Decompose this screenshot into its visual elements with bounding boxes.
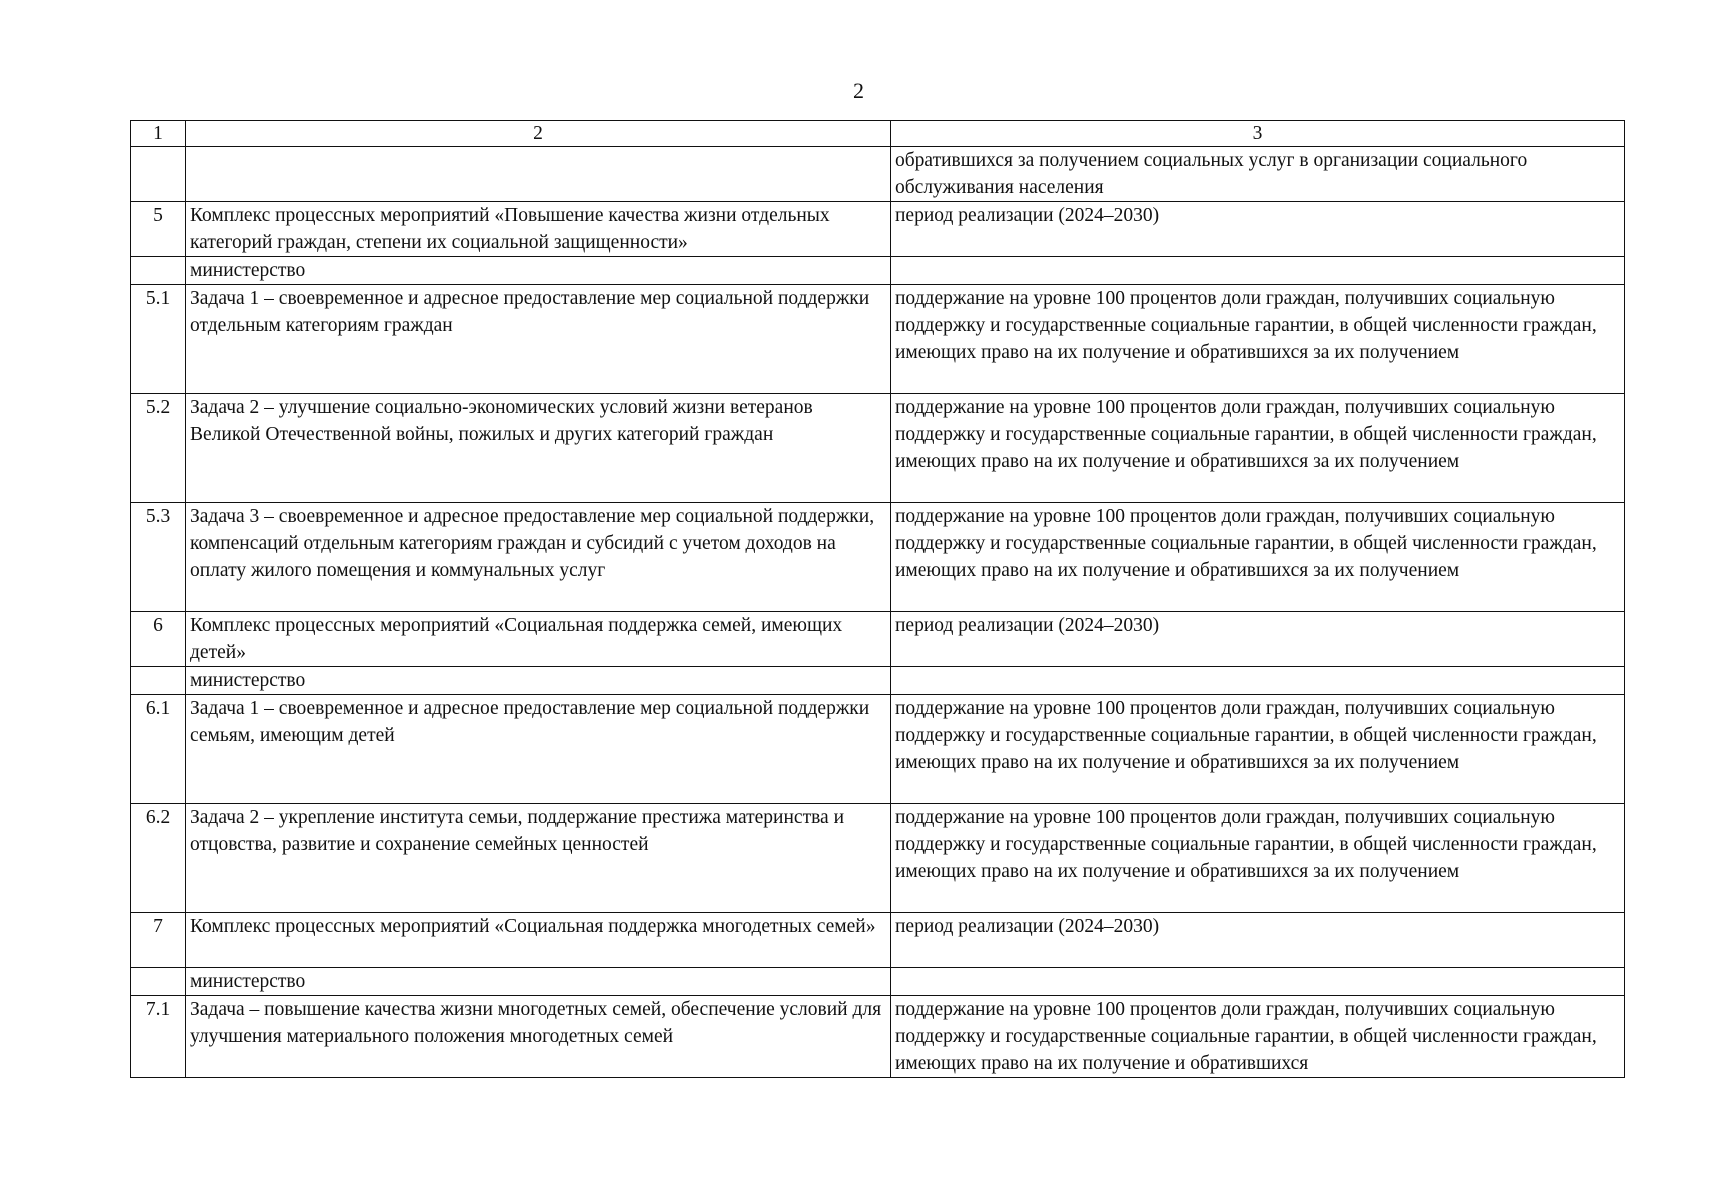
table-row xyxy=(131,667,1625,695)
row-indicator: поддержание на уровне 100 процентов доли граждан, получивших социальную поддержку и государственные социальные гарантии, в общей численности граждан, имеющих право на их получение и обратившихся за их получением xyxy=(891,804,1625,913)
row-indicator: обратившихся за получением социальных услуг в организации социального обслуживания населения xyxy=(891,147,1625,202)
row-description: министерство xyxy=(186,257,891,285)
row-description: Задача 1 – своевременное и адресное предоставление мер социальной поддержки отдельным категориям граждан xyxy=(186,285,891,394)
row-description: Задача 2 – укрепление института семьи, поддержание престижа материнства и отцовства, развитие и сохранение семейных ценностей xyxy=(186,804,891,913)
row-indicator: поддержание на уровне 100 процентов доли граждан, получивших социальную поддержку и государственные социальные гарантии, в общей численности граждан, имеющих право на их получение и обратившихся xyxy=(891,996,1625,1078)
row-indicator: поддержание на уровне 100 процентов доли граждан, получивших социальную поддержку и государственные социальные гарантии, в общей численности граждан, имеющих право на их получение и обратившихся за их получением xyxy=(891,503,1625,612)
header-cell-1: 1 xyxy=(131,121,186,147)
table-row xyxy=(131,394,1625,503)
row-number: 6.2 xyxy=(131,804,186,913)
row-indicator xyxy=(891,257,1625,285)
row-indicator: поддержание на уровне 100 процентов доли граждан, получивших социальную поддержку и государственные социальные гарантии, в общей численности граждан, имеющих право на их получение и обратившихся за их получением xyxy=(891,285,1625,394)
row-number: 6.1 xyxy=(131,695,186,804)
table-row xyxy=(131,147,1625,202)
row-number xyxy=(131,667,186,695)
row-number: 5.2 xyxy=(131,394,186,503)
table-row xyxy=(131,913,1625,968)
row-description: Комплекс процессных мероприятий «Социальная поддержка многодетных семей» xyxy=(186,913,891,968)
row-description: Задача – повышение качества жизни многодетных семей, обеспечение условий для улучшения материального положения многодетных семей xyxy=(186,996,891,1078)
row-number: 7 xyxy=(131,913,186,968)
table-row xyxy=(131,804,1625,913)
row-number: 5 xyxy=(131,202,186,257)
row-description: Задача 3 – своевременное и адресное предоставление мер социальной поддержки, компенсаций отдельным категориям граждан и субсидий с учетом доходов на оплату жилого помещения и коммунальных услуг xyxy=(186,503,891,612)
row-indicator: поддержание на уровне 100 процентов доли граждан, получивших социальную поддержку и государственные социальные гарантии, в общей численности граждан, имеющих право на их получение и обратившихся за их получением xyxy=(891,394,1625,503)
row-number: 5.3 xyxy=(131,503,186,612)
row-indicator xyxy=(891,667,1625,695)
row-description xyxy=(186,147,891,202)
row-number: 5.1 xyxy=(131,285,186,394)
header-cell-2: 2 xyxy=(186,121,891,147)
document-table xyxy=(130,120,1625,1078)
row-number xyxy=(131,257,186,285)
table-row xyxy=(131,202,1625,257)
table-header-row xyxy=(131,121,1625,147)
row-number xyxy=(131,968,186,996)
row-description: министерство xyxy=(186,667,891,695)
row-description: Комплекс процессных мероприятий «Социальная поддержка семей, имеющих детей» xyxy=(186,612,891,667)
row-indicator: поддержание на уровне 100 процентов доли граждан, получивших социальную поддержку и государственные социальные гарантии, в общей численности граждан, имеющих право на их получение и обратившихся за их получением xyxy=(891,695,1625,804)
row-indicator: период реализации (2024–2030) xyxy=(891,202,1625,257)
row-description: Задача 2 – улучшение социально-экономических условий жизни ветеранов Великой Отечественной войны, пожилых и других категорий граждан xyxy=(186,394,891,503)
row-number: 6 xyxy=(131,612,186,667)
table-row xyxy=(131,996,1625,1078)
row-indicator: период реализации (2024–2030) xyxy=(891,913,1625,968)
row-number: 7.1 xyxy=(131,996,186,1078)
row-description: Комплекс процессных мероприятий «Повышение качества жизни отдельных категорий граждан, степени их социальной защищенности» xyxy=(186,202,891,257)
header-cell-3: 3 xyxy=(891,121,1625,147)
row-description: Задача 1 – своевременное и адресное предоставление мер социальной поддержки семьям, имеющим детей xyxy=(186,695,891,804)
table-row xyxy=(131,285,1625,394)
row-number xyxy=(131,147,186,202)
row-indicator: период реализации (2024–2030) xyxy=(891,612,1625,667)
table-row xyxy=(131,257,1625,285)
table-row xyxy=(131,695,1625,804)
table-row xyxy=(131,503,1625,612)
table-row xyxy=(131,968,1625,996)
table-row xyxy=(131,612,1625,667)
page-number: 2 xyxy=(853,78,864,103)
row-indicator xyxy=(891,968,1625,996)
row-description: министерство xyxy=(186,968,891,996)
